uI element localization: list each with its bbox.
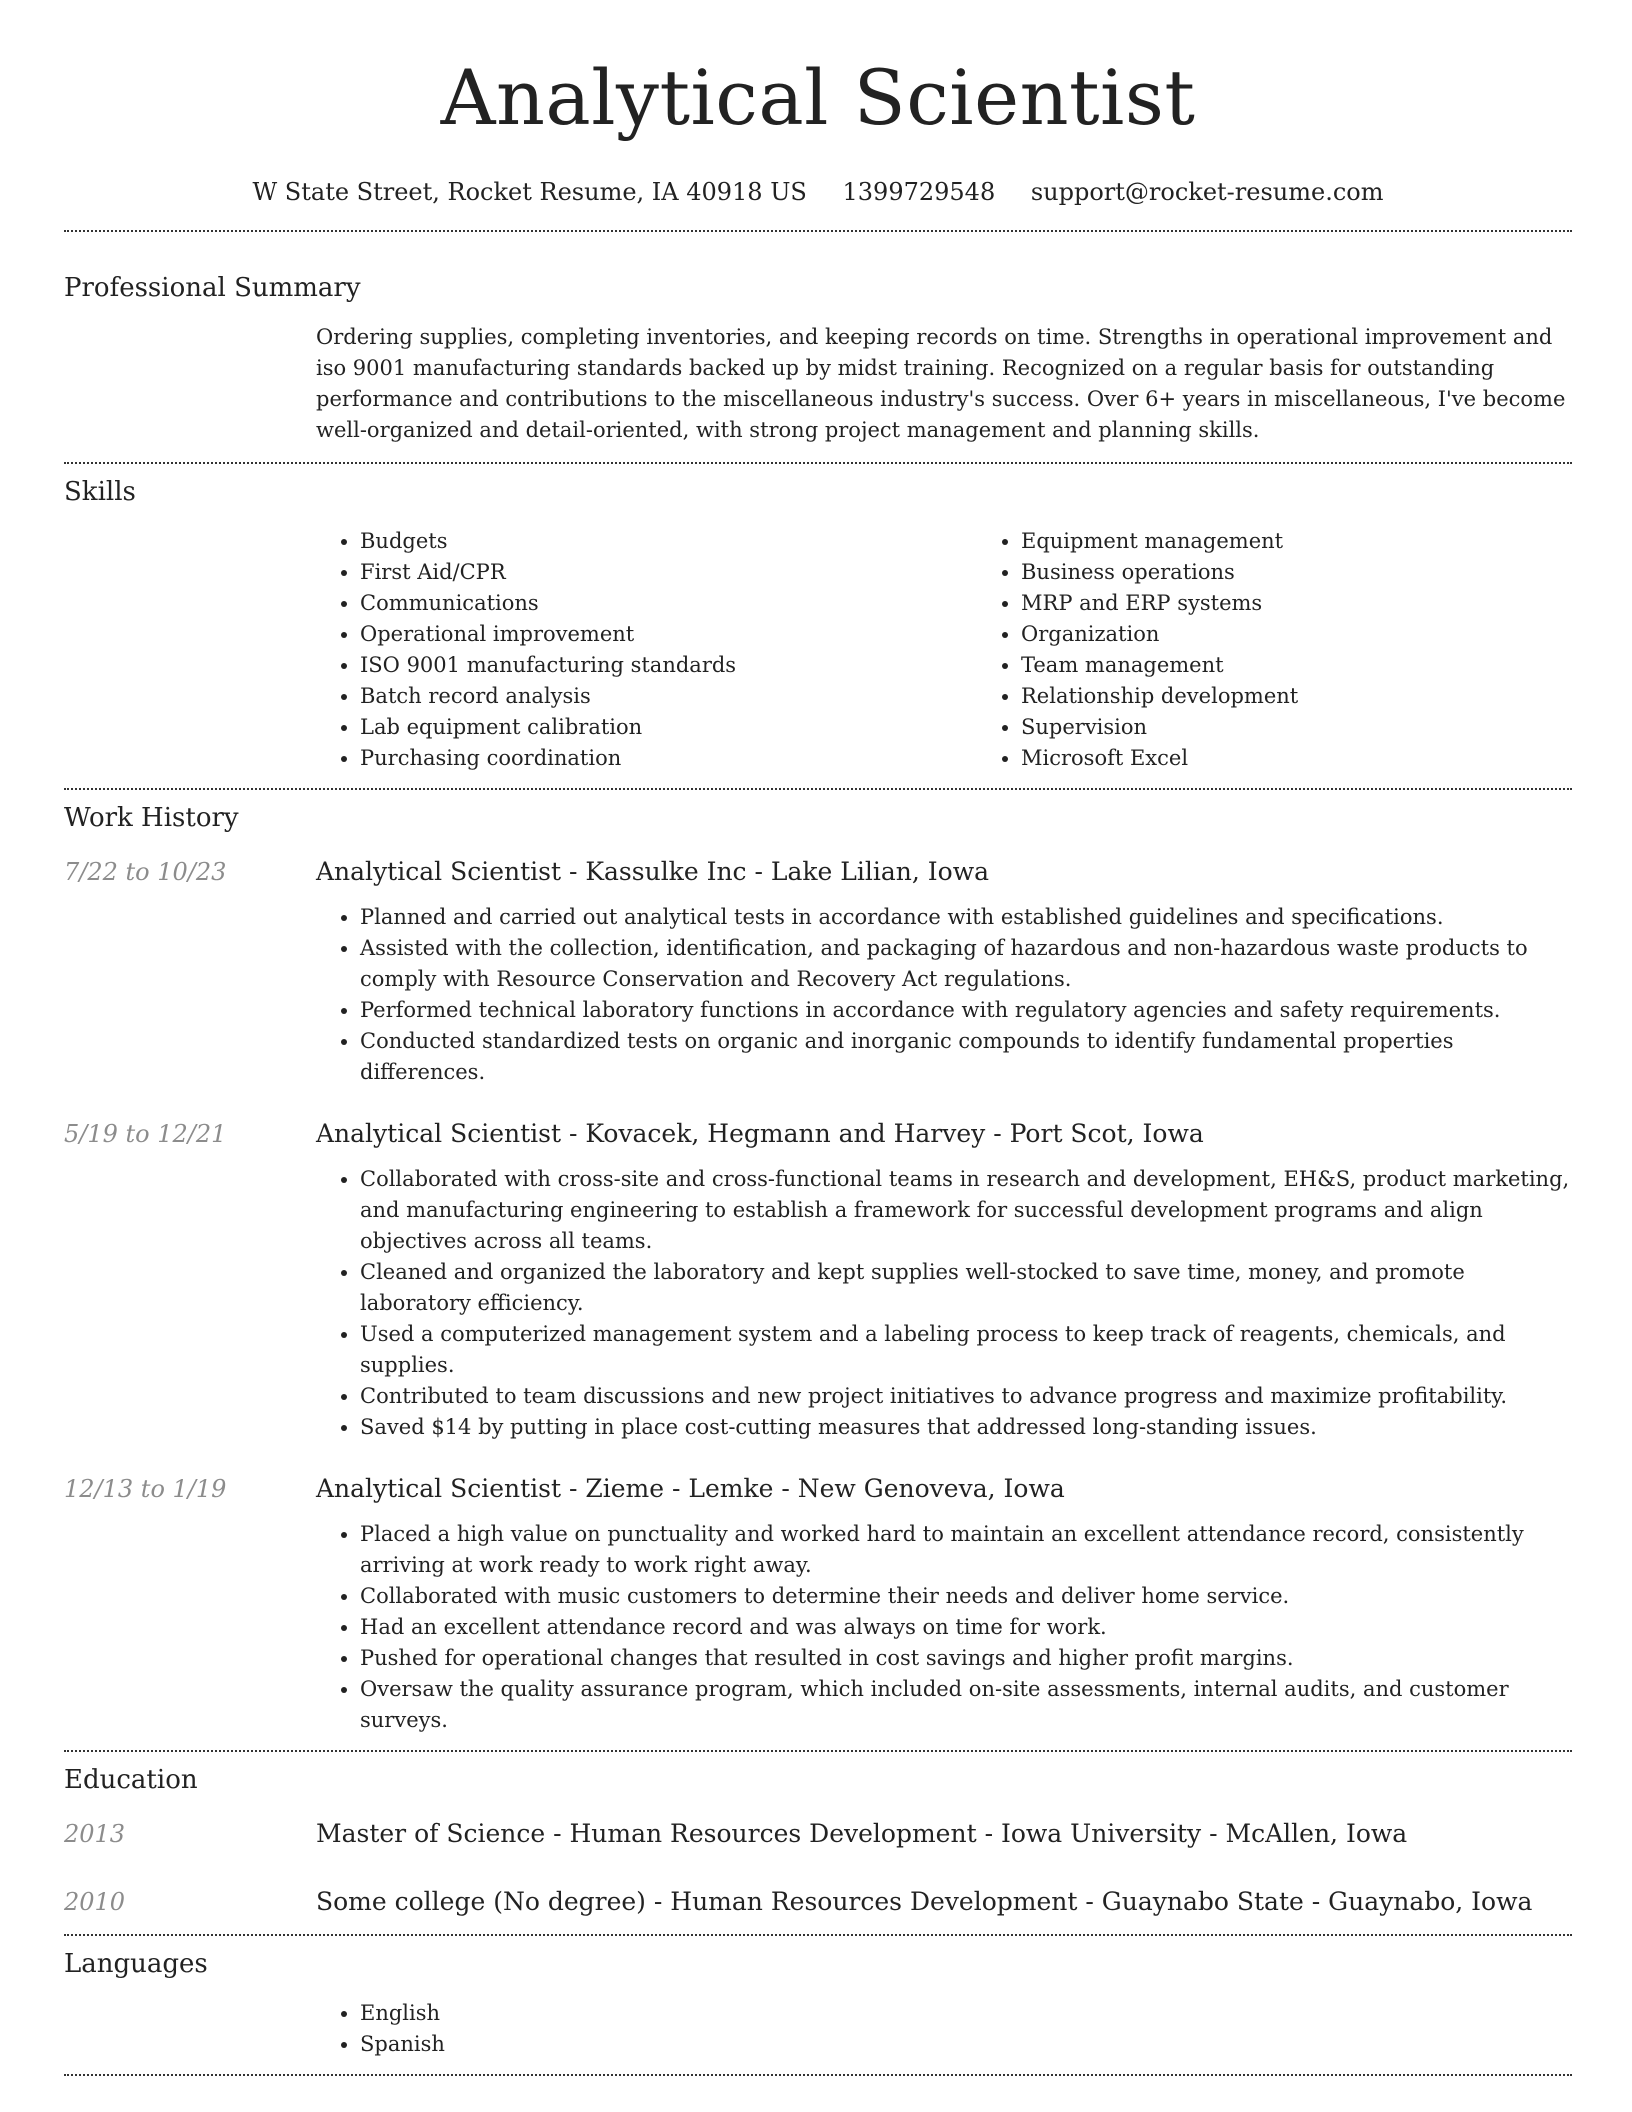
- languages-section: [64, 1944, 1572, 2060]
- skill-item: • Organization: [1021, 619, 1632, 650]
- contact-address: W State Street, Rocket Resume, IA 40918 US: [252, 178, 807, 206]
- skill-item: • Purchasing coordination: [360, 743, 977, 774]
- job-title: Analytical Scientist - Kovacek, Hegmann and Harvey - Port Scot, Iowa: [316, 1119, 1204, 1148]
- skills-section: [64, 472, 1572, 774]
- skills-list-right: [977, 526, 1632, 774]
- job-bullet: • Performed technical laboratory functions in accordance with regulatory agencies and safety requirements.: [360, 995, 1572, 1026]
- job-title: Analytical Scientist - Kassulke Inc - Lake Lilian, Iowa: [316, 857, 990, 886]
- education-entry: [64, 1884, 1572, 1920]
- skill-item: • MRP and ERP systems: [1021, 588, 1632, 619]
- education-section: [64, 1760, 1572, 1920]
- skills-heading: Skills: [64, 477, 136, 507]
- job-entry: [64, 1471, 1572, 1736]
- education-degree: Some college (No degree) - Human Resources Development - Guaynabo State - Guaynabo, Iowa: [316, 1887, 1533, 1916]
- skill-item: • Lab equipment calibration: [360, 712, 977, 743]
- job-bullets: [316, 1164, 1572, 1443]
- skills-list-left: [316, 526, 977, 774]
- summary-section: [64, 268, 1572, 446]
- job-bullet: • Pushed for operational changes that resulted in cost savings and higher profit margins.: [360, 1643, 1572, 1674]
- job-entry: [64, 1116, 1572, 1443]
- resume-name: Analytical Scientist: [440, 53, 1196, 142]
- skill-item: • Team management: [1021, 650, 1632, 681]
- job-bullet: • Planned and carried out analytical tests in accordance with established guidelines and specifications.: [360, 902, 1572, 933]
- divider: [64, 788, 1572, 790]
- resume-page: [64, 0, 1572, 2076]
- education-year: 2010: [64, 1888, 126, 1916]
- job-bullets: [316, 902, 1572, 1088]
- job-bullet: • Conducted standardized tests on organic and inorganic compounds to identify fundamental properties differences.: [360, 1026, 1572, 1088]
- divider: [64, 1750, 1572, 1752]
- job-date: 5/19 to 12/21: [64, 1120, 227, 1148]
- job-bullet: • Oversaw the quality assurance program, which included on-site assessments, internal audits, and customer surveys.: [360, 1674, 1572, 1736]
- skill-item: • Equipment management: [1021, 526, 1632, 557]
- language-item: • Spanish: [360, 2029, 1572, 2060]
- job-bullet: • Saved $14 by putting in place cost-cutting measures that addressed long-standing issues.: [360, 1412, 1572, 1443]
- languages-list: [316, 1998, 1572, 2060]
- job-date: 12/13 to 1/19: [64, 1475, 227, 1503]
- skill-item: • Communications: [360, 588, 977, 619]
- contact-email[interactable]: support@rocket-resume.com: [1030, 178, 1384, 206]
- work-heading: Work History: [64, 803, 239, 833]
- skill-item: • Operational improvement: [360, 619, 977, 650]
- skill-item: • Business operations: [1021, 557, 1632, 588]
- skills-grid: [316, 526, 1572, 774]
- language-item: • English: [360, 1998, 1572, 2029]
- education-heading: Education: [64, 1765, 198, 1795]
- skill-item: • ISO 9001 manufacturing standards: [360, 650, 977, 681]
- job-date: 7/22 to 10/23: [64, 858, 227, 886]
- job-bullet: • Contributed to team discussions and new project initiatives to advance progress and maximize profitability.: [360, 1381, 1572, 1412]
- job-bullets: [316, 1519, 1572, 1736]
- job-bullet: • Had an excellent attendance record and was always on time for work.: [360, 1612, 1572, 1643]
- work-section: [64, 798, 1572, 1736]
- divider: [64, 2074, 1572, 2076]
- languages-heading: Languages: [64, 1949, 208, 1979]
- job-bullet: • Used a computerized management system and a labeling process to keep track of reagents, chemicals, and supplies.: [360, 1319, 1572, 1381]
- education-year: 2013: [64, 1820, 126, 1848]
- job-entry: [64, 854, 1572, 1088]
- skill-item: • Relationship development: [1021, 681, 1632, 712]
- job-bullet: • Cleaned and organized the laboratory and kept supplies well-stocked to save time, money, and promote laboratory efficiency.: [360, 1257, 1572, 1319]
- divider: [64, 462, 1572, 464]
- skill-item: • First Aid/CPR: [360, 557, 977, 588]
- job-bullet: • Collaborated with music customers to determine their needs and deliver home service.: [360, 1581, 1572, 1612]
- job-bullet: • Assisted with the collection, identification, and packaging of hazardous and non-hazardous waste products to comply with Resource Conservation and Recovery Act regulations.: [360, 933, 1572, 995]
- skill-item: • Microsoft Excel: [1021, 743, 1632, 774]
- skill-item: • Budgets: [360, 526, 977, 557]
- divider: [64, 230, 1572, 232]
- skill-item: • Batch record analysis: [360, 681, 977, 712]
- job-title: Analytical Scientist - Zieme - Lemke - New Genoveva, Iowa: [316, 1474, 1065, 1503]
- summary-text: Ordering supplies, completing inventories, and keeping records on time. Strengths in operational improvement and iso 9001 manufacturing standards backed up by midst training. Recognized on a regular basis for outstanding performance and contributions to the miscellaneous industry's success. Over 6+ years in miscellaneous, I've become well-organized and detail-oriented, with strong project management and planning skills.: [316, 325, 1566, 442]
- skill-item: • Supervision: [1021, 712, 1632, 743]
- education-entry: [64, 1816, 1572, 1852]
- summary-heading: Professional Summary: [64, 273, 361, 303]
- job-bullet: • Collaborated with cross-site and cross-functional teams in research and development, EH&S, product marketing, and manufacturing engineering to establish a framework for successful development programs and align objectives across all teams.: [360, 1164, 1572, 1257]
- education-degree: Master of Science - Human Resources Development - Iowa University - McAllen, Iowa: [316, 1819, 1408, 1848]
- contact-line: [64, 174, 1572, 210]
- job-bullet: • Placed a high value on punctuality and worked hard to maintain an excellent attendance record, consistently arriving at work ready to work right away.: [360, 1519, 1572, 1581]
- contact-phone: 1399729548: [842, 178, 996, 206]
- divider: [64, 1934, 1572, 1936]
